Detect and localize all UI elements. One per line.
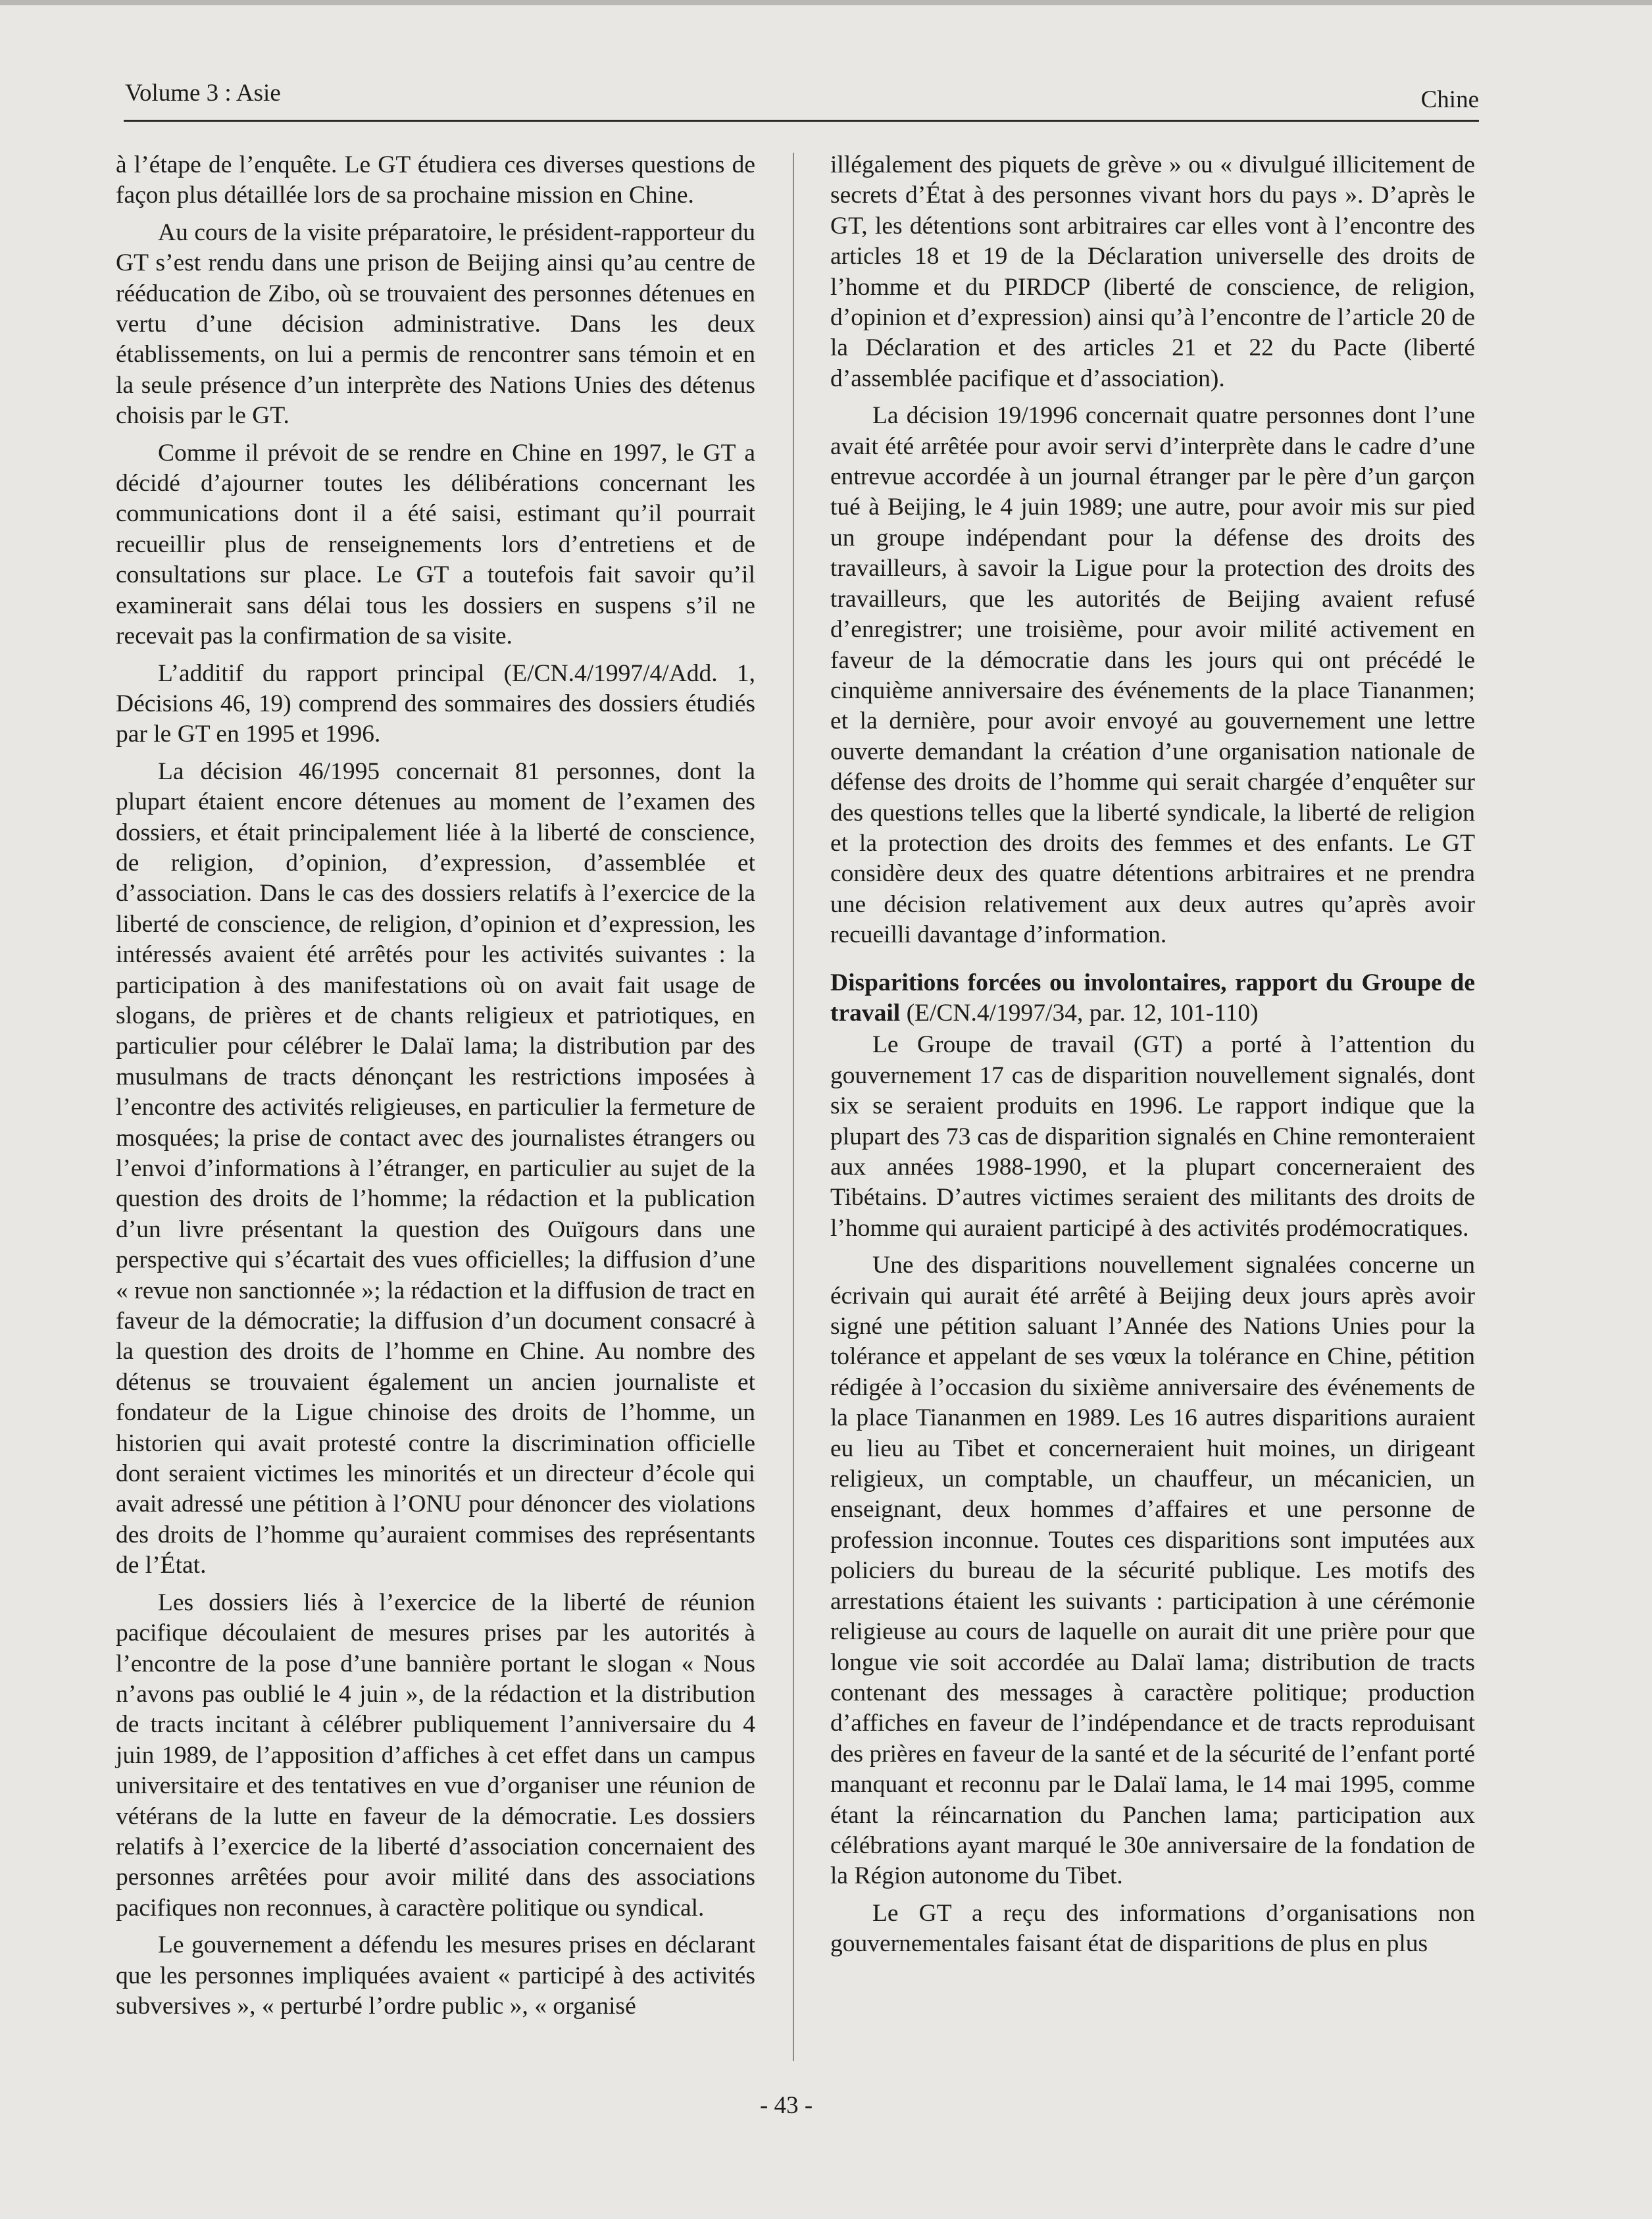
paragraph: Le gouvernement a défendu les mesures prises en déclarant que les personnes impliquées avaient « participé à des activités subversives », « perturbé l’ordre public », « organisé bbox=[116, 1931, 755, 2020]
paragraph: Le Groupe de travail (GT) a porté à l’attention du gouvernement 17 cas de disparition nouvellement signalés, dont six se seraient produits en 1996. Le rapport indique que la plupart des 73 cas de disparition signalés en Chine remonteraient aux années 1988-1990, et la plupart concerneraient des Tibétains. D’autres victimes seraient des militants des droits de l’homme qui auraient participé à des activités prodémocratiques. bbox=[830, 1031, 1475, 1242]
section-heading-reference: (E/CN.4/1997/34, par. 12, 101-110) bbox=[900, 999, 1259, 1027]
paragraph: illégalement des piquets de grève » ou « divulgué illicitement de secrets d’État à des personnes vivant hors du pays ». D’après le GT, les détentions sont arbitraires car elles vont à l’encontre des articles 18 et 19 de la Déclaration universelle des droits de l’homme et du PIRDCP (liberté de conscience, de religion, d’opinion et d’expression) ainsi qu’à l’encontre de l’article 20 de la Déclaration et des articles 21 et 22 du Pacte (liberté d’assemblée pacifique et d’association). bbox=[830, 151, 1475, 392]
left-column bbox=[116, 150, 755, 2028]
paragraph: La décision 46/1995 concernait 81 personnes, dont la plupart étaient encore détenues au moment de l’examen des dossiers, et était principalement liée à la liberté de conscience, de religion, d’opinion, d’expression, d’assemblée et d’association. Dans le cas des dossiers relatifs à l’exercice de la liberté de conscience, de religion, d’opinion et d’expression, les intéressés avaient été arrêtés pour les activités suivantes : la participation à des manifestations où on avait fait usage de slogans, de prières et de chants religieux et patriotiques, en particulier pour célébrer le Dalaï lama; la distribution par des musulmans de tracts dénonçant les restrictions imposées à l’encontre des activités religieuses, en particulier la fermeture de mosquées; la prise de contact avec des journalistes étrangers ou l’envoi d’informations à l’étranger, en particulier au sujet de la question des droits de l’homme; la rédaction et la publication d’un livre présentant la question des Ouïgours dans une perspective qui s’écartait des vues officielles; la diffusion d’une « revue non sanctionnée »; la rédaction et la diffusion de tract en faveur de la démocratie; la diffusion d’un document consacré à la question des droits de l’homme en Chine. Au nombre des détenus se trouvaient également un ancien journaliste et fondateur de la Ligue chinoise des droits de l’homme, un historien qui avait protesté contre la discrimination officielle dont seraient victimes les minorités et un directeur d’école qui avait adressé une pétition à l’ONU pour dénoncer des violations des droits de l’homme qu’auraient commises des représentants de l’État. bbox=[116, 757, 755, 1579]
paragraph: Au cours de la visite préparatoire, le président-rapporteur du GT s’est rendu dans une prison de Beijing ainsi qu’au centre de rééducation de Zibo, où se trouvaient des personnes détenues en vertu d’une décision administrative. Dans les deux établissements, on lui a permis de rencontrer sans témoin et en la seule présence d’un interprète des Nations Unies des détenus choisis par le GT. bbox=[116, 218, 755, 430]
paragraph: Le GT a reçu des informations d’organisations non gouvernementales faisant état de disparitions de plus en plus bbox=[830, 1899, 1475, 1958]
paragraph: Une des disparitions nouvellement signalées concerne un écrivain qui aurait été arrêté à Beijing deux jours après avoir signé une pétition saluant l’Année des Nations Unies pour la tolérance et appelant de ses vœux la tolérance en Chine, pétition rédigée à l’occasion du sixième anniversaire des événements de la place Tiananmen en 1989. Les 16 autres disparitions auraient eu lieu au Tibet et concerneraient huit moines, un dirigeant religieux, un comptable, un chauffeur, un mécanicien, un enseignant, deux hommes d’affaires et une personne de profession inconnue. Toutes ces disparitions sont imputées aux policiers du bureau de la sécurité publique. Les motifs des arrestations étaient les suivants : participation à une cérémonie religieuse au cours de laquelle on aurait dit une prière pour que longue vie soit accordée au Dalaï lama; distribution de tracts contenant des messages à caractère politique; production d’affiches en faveur de l’indépendance et de tracts reproduisant des prières en faveur de la santé et de la sécurité de l’enfant porté manquant et reconnu par le Dalaï lama, le 14 mai 1995, comme étant la réincarnation du Panchen lama; participation aux célébrations ayant marqué le 30e anniversaire de la fondation de la Région autonome du Tibet. bbox=[830, 1252, 1475, 1890]
section-heading bbox=[830, 968, 1475, 1029]
running-header-country: Chine bbox=[1420, 86, 1479, 113]
column-divider bbox=[793, 153, 794, 2061]
paragraph: Les dossiers liés à l’exercice de la liberté de réunion pacifique découlaient de mesures prises par les autorités à l’encontre de la pose d’une bannière portant le slogan « Nous n’avons pas oublié le 4 juin », de la rédaction et la distribution de tracts incitant à célébrer publiquement l’anniversaire du 4 juin 1989, de l’apposition d’affiches à cet effet dans un campus universitaire et des tentatives en vue d’organiser une réunion de vétérans de la lutte en faveur de la démocratie. Les dossiers relatifs à l’exercice de la liberté d’association concernaient des personnes arrêtées pour avoir milité dans des associations pacifiques non reconnues, à caractère politique ou syndical. bbox=[116, 1589, 755, 1922]
scan-top-edge bbox=[0, 0, 1652, 5]
paragraph: Comme il prévoit de se rendre en Chine en 1997, le GT a décidé d’ajourner toutes les délibérations concernant les communications dont il a été saisi, estimant qu’il pourrait recueillir plus de renseignements lors d’entretiens et de consultations sur place. Le GT a toutefois fait savoir qu’il examinerait sans délai tous les dossiers en suspens s’il ne recevait pas la confirmation de sa visite. bbox=[116, 439, 755, 650]
right-column bbox=[830, 150, 1475, 1966]
paragraph: à l’étape de l’enquête. Le GT étudiera ces diverses questions de façon plus détaillée lors de sa prochaine mission en Chine. bbox=[116, 151, 755, 209]
section-heading-title: Disparitions forcées ou involontaires, rapport du Groupe de travail bbox=[830, 969, 1475, 1027]
header-rule bbox=[124, 120, 1479, 122]
running-header-volume: Volume 3 : Asie bbox=[125, 80, 281, 107]
paragraph: L’additif du rapport principal (E/CN.4/1997/4/Add. 1, Décisions 46, 19) comprend des sommaires des dossiers étudiés par le GT en 1995 et 1996. bbox=[116, 659, 755, 748]
paragraph: La décision 19/1996 concernait quatre personnes dont l’une avait été arrêtée pour avoir servi d’interprète dans le cadre d’une entrevue accordée à un journal étranger par le père d’un garçon tué à Beijing, le 4 juin 1989; une autre, pour avoir mis sur pied un groupe indépendant pour la défense des droits des travailleurs, à savoir la Ligue pour la protection des droits des travailleurs, que les autorités de Beijing avaient refusé d’enregistrer; une troisième, pour avoir milité activement en faveur de la démocratie dans les jours qui ont précédé le cinquième anniversaire des événements de la place Tiananmen; et la dernière, pour avoir envoyé au gouvernement une lettre ouverte demandant la création d’une organisation nationale de défense des droits de l’homme qui serait chargée d’enquêter sur des questions telles que la liberté syndicale, la liberté de religion et la protection des droits des femmes et des enfants. Le GT considère deux des quatre détentions arbitraires et ne prendra une décision relativement aux deux autres qu’après avoir recueilli davantage d’information. bbox=[830, 402, 1475, 949]
page-number: - 43 - bbox=[760, 2092, 813, 2119]
